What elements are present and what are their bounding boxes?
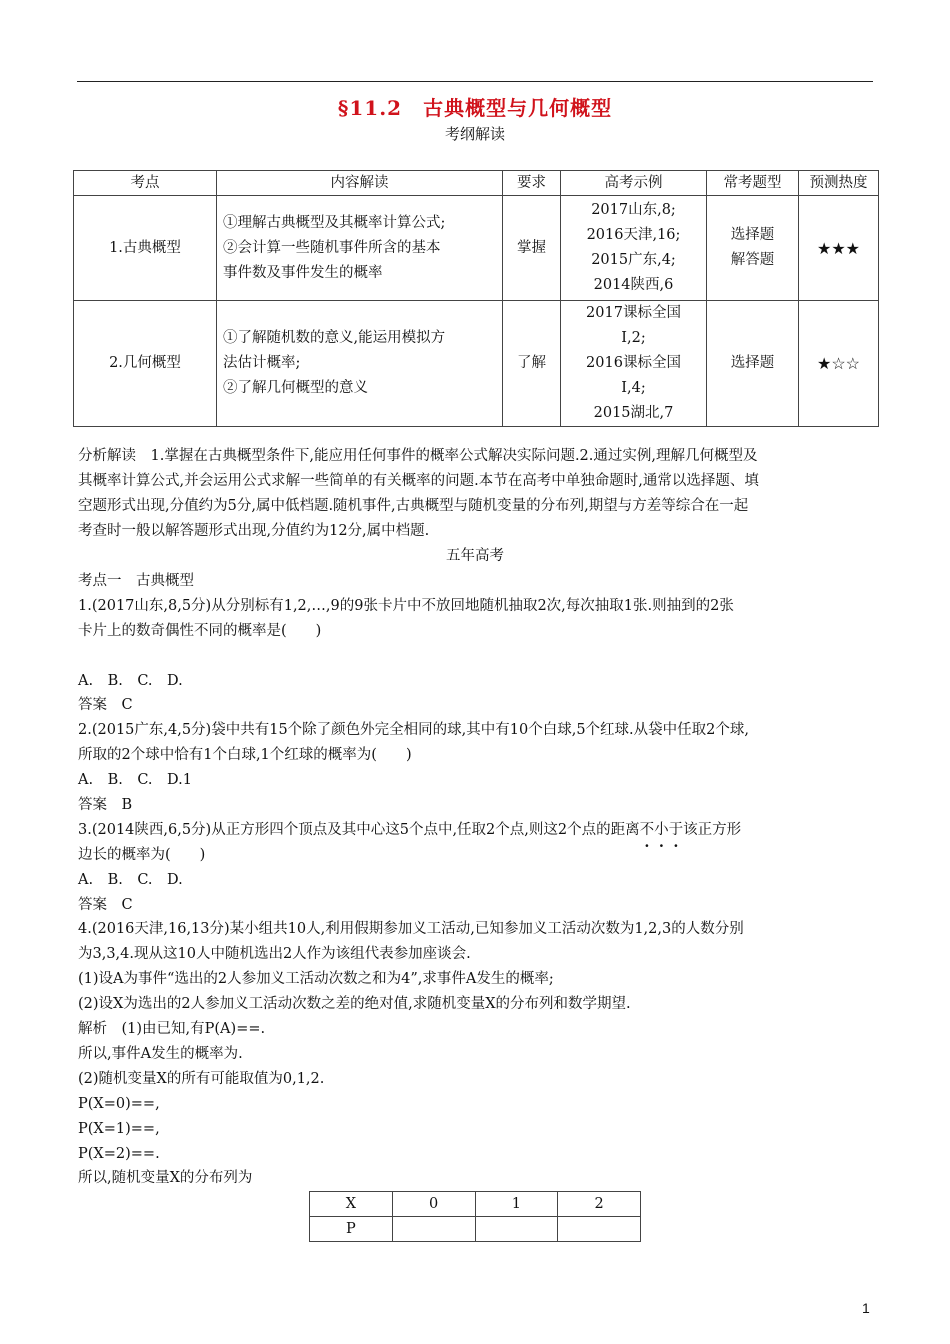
solution-line: P(X=2)==. [78, 1146, 160, 1162]
problem-2-line: 2.(2015广东,4,5分)袋中共有15个除了颜色外完全相同的球,其中有10个白球,5个红球.从袋中任取2个球, [78, 722, 750, 738]
example-line: 2017课标全国 [586, 305, 681, 321]
content-line: ①了解随机数的意义,能运用模拟方 [223, 330, 446, 346]
example-line: 2016天津,16; [586, 227, 681, 243]
problem-3-options: A. B. C. D. [78, 872, 183, 888]
header-cell: 要求 [503, 171, 561, 196]
problem-4-line: 为3,3,4.现从这10人中随机选出2人作为该组代表参加座谈会. [78, 946, 471, 962]
table-cell [392, 1217, 475, 1242]
header-cell: 高考示例 [561, 171, 707, 196]
problem-2-line: 所取的2个球中恰有1个白球,1个红球的概率为( ) [78, 747, 412, 763]
distribution-table [309, 1191, 641, 1242]
emphasis-char: 小 [654, 822, 669, 838]
example-line: 2014陕西,6 [593, 277, 674, 293]
problem-4-line: 4.(2016天津,16,13分)某小组共10人,利用假期参加义工活动,已知参加义工活动次数为1,2,3的人数分别 [78, 921, 744, 937]
problem-1-line: 1.(2017山东,8,5分)从分别标有1,2,…,9的9张卡片中不放回地随机抽取2次,每次抽取1张.则抽到的2张 [78, 598, 734, 614]
table-row [310, 1217, 641, 1242]
page-number: 1 [862, 1300, 870, 1316]
table-cell: 2 [558, 1192, 641, 1217]
type-line: 选择题 [730, 227, 775, 243]
solution-line: 解析 (1)由已知,有P(A)==. [78, 1021, 266, 1037]
content-line: 事件数及事件发生的概率 [223, 264, 383, 281]
content-line: ②会计算一些随机事件所含的基本 [223, 239, 441, 256]
examples-cell [561, 301, 707, 427]
type-line: 选择题 [730, 355, 775, 371]
analysis-line: 其概率计算公式,并会运用公式求解一些简单的有关概率的问题.本节在高考中单独命题时,通常以选择题、填 [78, 473, 759, 489]
table-cell: 1 [475, 1192, 558, 1217]
requirement-cell: 了解 [503, 301, 561, 427]
heat-stars: ★★★ [799, 196, 879, 301]
analysis-line: 考查时一般以解答题形式出现,分值约为12分,属中档题. [78, 523, 430, 539]
topic-heading: 考点一 古典概型 [78, 573, 194, 589]
problem-2-answer: 答案 B [78, 797, 133, 813]
problem-1-answer: 答案 C [78, 697, 133, 713]
table-cell [558, 1217, 641, 1242]
header-cell: 常考题型 [707, 171, 799, 196]
problem-3-text: 该正方形 [683, 822, 742, 838]
table-cell: X [310, 1192, 393, 1217]
solution-line: P(X=0)==, [78, 1096, 160, 1112]
syllabus-table [73, 170, 879, 427]
solution-line: 所以,事件A发生的概率为. [78, 1046, 243, 1062]
section-heading: 五年高考 [446, 548, 504, 564]
content-line: ②了解几何概型的意义 [223, 380, 368, 396]
analysis-line: 分析解读 1.掌握在古典概型条件下,能应用任何事件的概率公式解决实际问题.2.通过实例,理解几何概型及 [78, 448, 758, 464]
example-line: Ⅰ,4; [621, 380, 646, 396]
example-line: 2015广东,4; [591, 252, 676, 268]
example-line: 2016课标全国 [586, 355, 681, 371]
solution-line: 所以,随机变量X的分布列为 [78, 1170, 253, 1186]
header-cell: 预测热度 [799, 171, 879, 196]
section-title: §11.2 古典概型与几何概型 [337, 96, 613, 120]
analysis-line: 空题形式出现,分值约为5分,属中低档题.随机事件,古典概型与随机变量的分布列,期望与方差等综合在一起 [78, 498, 749, 514]
examples-cell [561, 196, 707, 301]
table-row [74, 301, 879, 427]
problem-3-answer: 答案 C [78, 897, 133, 913]
header-cell: 考点 [74, 171, 217, 196]
solution-line: P(X=1)==, [78, 1121, 160, 1137]
problem-1-options: A. B. C. D. [78, 673, 183, 689]
problem-3-line: 边长的概率为( ) [78, 847, 206, 863]
example-line: 2015湖北,7 [593, 405, 674, 421]
content-line: ①理解古典概型及其概率计算公式; [223, 214, 446, 231]
problem-1-line: 卡片上的数奇偶性不同的概率是( ) [78, 623, 322, 639]
content-cell [217, 196, 503, 301]
heat-stars: ★☆☆ [799, 301, 879, 427]
problem-4-line: (1)设A为事件“选出的2人参加义工活动次数之和为4”,求事件A发生的概率; [78, 971, 554, 987]
table-cell: 0 [392, 1192, 475, 1217]
table-cell [475, 1217, 558, 1242]
problem-2-options: A. B. C. D.1 [78, 772, 192, 788]
types-cell [707, 301, 799, 427]
solution-line: (2)随机变量X的所有可能取值为0,1,2. [78, 1071, 325, 1087]
table-cell: P [310, 1217, 393, 1242]
content-line: 法估计概率; [223, 355, 301, 371]
types-cell [707, 196, 799, 301]
section-subtitle: 考纲解读 [444, 125, 505, 143]
example-line: Ⅰ,2; [621, 330, 646, 346]
topic-cell: 2.几何概型 [74, 301, 217, 427]
header-cell: 内容解读 [217, 171, 503, 196]
requirement-cell: 掌握 [503, 196, 561, 301]
table-row [310, 1192, 641, 1217]
syllabus-header-row [74, 171, 879, 196]
emphasis-char: 不 [639, 822, 655, 838]
example-line: 2017山东,8; [591, 202, 676, 218]
problem-3-line [78, 818, 878, 843]
emphasis-char: 于 [668, 822, 684, 838]
table-row [74, 196, 879, 301]
topic-cell: 1.古典概型 [74, 196, 217, 301]
problem-3-text: 3.(2014陕西,6,5分)从正方形四个顶点及其中心这5个点中,任取2个点,则这2个点的距离 [78, 822, 640, 838]
type-line: 解答题 [730, 252, 775, 268]
problem-4-line: (2)设X为选出的2人参加义工活动次数之差的绝对值,求随机变量X的分布列和数学期望. [78, 996, 631, 1012]
top-rule [77, 81, 873, 82]
content-cell [217, 301, 503, 427]
